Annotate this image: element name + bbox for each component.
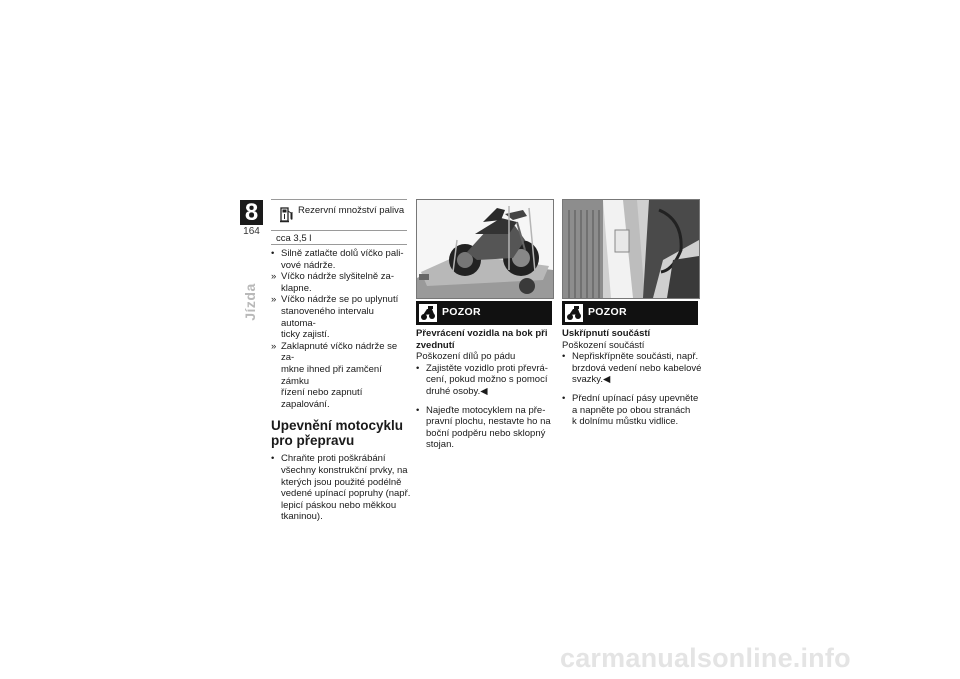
- step-line: brzdová vedení nebo kabelové: [572, 362, 702, 374]
- column-right: [562, 328, 702, 428]
- step-line: pravní plochu, nestavte ho na: [426, 416, 551, 428]
- table-divider: [271, 230, 407, 231]
- fork-strap-illustration: [563, 200, 699, 298]
- motorcycle-warning-icon: [565, 304, 583, 322]
- tank-cap-steps: [271, 248, 411, 410]
- warning-title: [416, 328, 554, 351]
- step-item: [271, 453, 411, 523]
- section-heading-line: Upevnění motocyklu: [271, 418, 404, 434]
- step-line: svazky.◀: [572, 374, 611, 386]
- step-marker: »: [271, 271, 277, 283]
- step-item: [416, 363, 554, 398]
- step-marker: •: [416, 404, 420, 416]
- section-heading-line: pro přepravu: [271, 433, 355, 449]
- step-marker: •: [416, 362, 420, 374]
- fuel-pump-icon: [280, 206, 294, 224]
- transport-steps: [271, 453, 411, 523]
- warning-title-line: Převrácení vozidla na bok při: [416, 328, 548, 339]
- warning-header-pinching: [562, 301, 698, 325]
- step-line: boční podpěru nebo sklopný: [426, 427, 546, 439]
- step-line: řízení nebo zapnutí zapalování.: [281, 387, 363, 410]
- step-line: kterých jsou použité podélně: [281, 476, 402, 488]
- step-line: a napněte po obou stranách: [572, 404, 691, 416]
- page-number: 164: [243, 226, 260, 237]
- step-marker: •: [562, 392, 566, 404]
- step-item: [271, 341, 411, 411]
- column-left: [271, 248, 411, 523]
- step-line: Víčko nádrže se po uplynutí: [281, 294, 399, 306]
- step-line: Najeďte motocyklem na pře-: [426, 404, 546, 416]
- step-item: [271, 294, 411, 340]
- motorcycle-trailer-photo: [416, 199, 554, 299]
- step-marker: •: [271, 453, 275, 465]
- step-line: stojan.: [426, 439, 454, 451]
- step-line: cení, pokud možno s pomocí: [426, 374, 548, 386]
- step-line: Víčko nádrže slyšitelně za-: [281, 271, 394, 283]
- warning-subtitle: Poškození dílů po pádu: [416, 351, 516, 363]
- watermark-text: carmanualsonline.info: [560, 643, 851, 673]
- step-item: [271, 248, 411, 271]
- step-line: druhé osoby.◀: [426, 385, 488, 397]
- step-line: Přední upínací pásy upevněte: [572, 392, 699, 404]
- column-middle: [416, 328, 554, 451]
- watermark: [560, 643, 955, 677]
- step-line: všechny konstrukční prvky, na: [281, 464, 408, 476]
- warning-title: Uskřípnutí součástí: [562, 328, 651, 339]
- warning-subtitle: Poškození součástí: [562, 339, 645, 351]
- step-line: Silně zatlačte dolů víčko pali-: [281, 248, 404, 259]
- warning-header-tip-over: [416, 301, 552, 325]
- motorcycle-warning-icon: [419, 304, 437, 322]
- step-item: [562, 393, 702, 428]
- step-marker: •: [271, 248, 275, 259]
- fuel-reserve-label: Rezervní množství paliva: [298, 205, 405, 216]
- chapter-title-text: Jízda: [242, 283, 258, 321]
- step-line: stanoveného intervalu automa-: [281, 305, 374, 329]
- step-marker: »: [271, 340, 277, 352]
- step-line: tkaninou).: [281, 511, 323, 523]
- step-line: klapne.: [281, 282, 312, 294]
- step-line: ticky zajistí.: [281, 329, 330, 341]
- warning-label: POZOR: [588, 306, 627, 318]
- step-line: vové nádrže.: [281, 259, 336, 271]
- step-line: lepicí páskou nebo měkkou: [281, 499, 397, 511]
- step-line: Nepřiskřípněte součásti, např.: [572, 351, 699, 363]
- step-line: Chraňte proti poškrábání: [281, 453, 386, 465]
- fuel-reserve-table: [271, 199, 407, 245]
- fork-strap-photo: [562, 199, 700, 299]
- section-heading: [271, 418, 411, 448]
- step-line: vedené upínací popruhy (např.: [281, 488, 411, 500]
- step-item: [416, 405, 554, 451]
- pinching-steps: [562, 351, 702, 428]
- warning-label: POZOR: [442, 306, 481, 318]
- fuel-reserve-value: cca 3,5 l: [276, 233, 312, 244]
- step-item: [271, 271, 411, 294]
- step-line: mkne ihned při zamčení zámku: [281, 363, 382, 387]
- step-line: k dolnímu můstku vidlice.: [572, 416, 679, 428]
- step-marker: •: [562, 351, 566, 363]
- motorcycle-trailer-illustration: [417, 200, 553, 298]
- step-line: Zajistěte vozidlo proti převrá-: [426, 362, 548, 374]
- chapter-number: 8: [240, 200, 263, 225]
- step-marker: »: [271, 294, 277, 306]
- warning-title-line: zvednutí: [416, 339, 455, 351]
- step-item: [562, 351, 702, 386]
- chapter-title: [230, 272, 270, 332]
- step-line: Zaklapnuté víčko nádrže se za-: [281, 340, 398, 364]
- tip-over-steps: [416, 363, 554, 451]
